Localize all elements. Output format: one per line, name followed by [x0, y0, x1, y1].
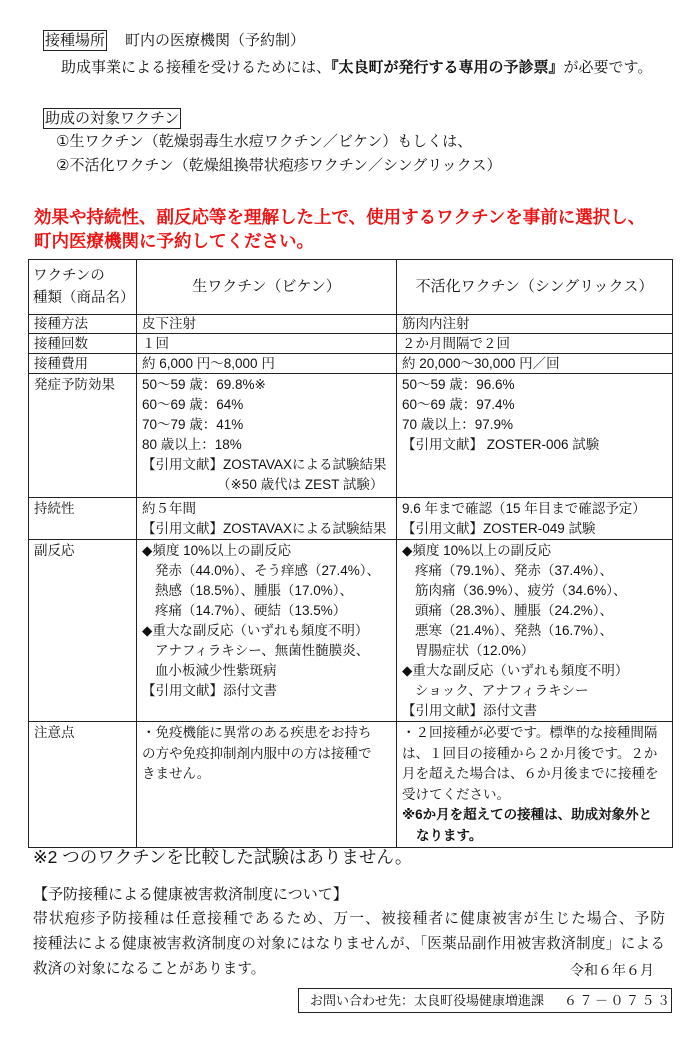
target-vaccines-label: 助成の対象ワクチン — [45, 110, 180, 127]
efficacy-inactivated-line: 50～59 歳：96.6% — [402, 377, 515, 392]
efficacy-inactivated-citation: 【引用文献】 ZOSTER-006 試験 — [402, 437, 600, 452]
cautions-inactivated-cell — [397, 722, 673, 848]
cautions-live-line: ・免疫機能に異常のある疾患をお持ち — [142, 725, 372, 740]
table-row-duration — [29, 498, 673, 540]
efficacy-inactivated-line: 70 歳以上：97.9% — [402, 417, 514, 432]
doses-inactivated-cell: ２か月間隔で２回 — [397, 334, 673, 354]
table-row-method — [29, 315, 673, 334]
table-row-efficacy — [29, 374, 673, 498]
side-effects-live-line: 血小板減少性紫斑病 — [155, 663, 277, 678]
relief-system-text-line: 接種法による健康被害救済制度の対象にはなりませんが、「医薬品副作用被害救済制度」による — [33, 936, 665, 952]
efficacy-live-line: 50～59 歳：69.8%※ — [142, 377, 266, 392]
cautions-live-line: きません。 — [142, 766, 211, 781]
side-effects-inactivated-line: ショック、アナフィラキシー — [415, 683, 589, 698]
side-effects-live-cell — [137, 540, 397, 722]
issue-date: 令和６年６月 — [570, 962, 654, 978]
header-inactivated-vaccine: 不活化ワクチン（シングリックス） — [397, 260, 673, 315]
contact-box — [298, 988, 672, 1013]
cautions-inactivated-line: 月を超えた場合は、６か月後までに接種を — [402, 766, 659, 781]
relief-system-heading: 【予防接種による健康被害救済制度について】 — [33, 886, 348, 903]
reservation-notice-line: 効果や持続性、副反応等を理解した上で、使用するワクチンを事前に選択し、 — [34, 207, 646, 227]
side-effects-live-line: 疼痛（14.7%）、硬結（13.5%） — [155, 603, 347, 618]
reservation-notice-line: 町内医療機関に予約してください。 — [34, 231, 314, 251]
efficacy-live-line: 60～69 歳：64% — [142, 397, 244, 412]
efficacy-live-line: 80 歳以上：18% — [142, 437, 242, 452]
cautions-inactivated-line: ・２回接種が必要です。標準的な接種間隔 — [402, 725, 658, 740]
vaccine-comparison-table — [28, 259, 673, 848]
row-label-doses: 接種回数 — [29, 334, 137, 354]
duration-live-cell — [137, 498, 397, 540]
side-effects-inactivated-line: 悪寒（21.4%）、発熱（16.7%）、 — [415, 623, 614, 638]
relief-system-text-line: 救済の対象になることがあります。 — [33, 961, 266, 977]
efficacy-live-note: （※50 歳代は ZEST 試験） — [217, 477, 384, 492]
efficacy-live-line: 70～79 歳：41% — [142, 417, 244, 432]
voucher-notice-emphasis: 『太良町が発行する専用の予診票』 — [331, 59, 564, 76]
row-label-cautions: 注意点 — [29, 722, 137, 848]
target-vaccine-item: ②不活化ワクチン（乾燥組換帯状疱疹ワクチン／シングリックス） — [56, 157, 502, 174]
cautions-live-cell — [137, 722, 397, 848]
vaccination-location-value: 町内の医療機関（予約制） — [125, 32, 306, 49]
contact-label: お問い合わせ先：太良町役場健康増進課 — [310, 993, 545, 1008]
side-effects-inactivated-citation: 【引用文献】添付文書 — [402, 703, 537, 718]
method-live-cell: 皮下注射 — [137, 315, 397, 334]
side-effects-inactivated-heading: ◆重大な副反応（いずれも頻度不明） — [402, 663, 629, 678]
cautions-inactivated-warning: ※6か月を超えての接種は、助成対象外と — [402, 807, 653, 822]
side-effects-live-line: アナフィラキシー、無菌性髄膜炎、 — [155, 643, 370, 658]
table-row-cautions — [29, 722, 673, 848]
row-label-side-effects: 副反応 — [29, 540, 137, 722]
method-inactivated-cell: 筋肉内注射 — [397, 315, 673, 334]
cautions-inactivated-line: は、１回目の接種から２か月後です。２か — [402, 745, 658, 761]
efficacy-inactivated-line: 60～69 歳：97.4% — [402, 397, 515, 412]
relief-system-text-line: 帯状疱疹予防接種は任意接種であるため、万一、被接種者に健康被害が生じた場合、予防 — [33, 911, 665, 927]
cautions-live-line: の方や免疫抑制剤内服中の方は接種で — [142, 745, 372, 761]
duration-live-citation: 【引用文献】ZOSTAVAXによる試験結果 — [142, 521, 387, 536]
side-effects-live-heading: ◆頻度 10%以上の副反応 — [142, 543, 292, 558]
side-effects-live-citation: 【引用文献】添付文書 — [142, 683, 277, 698]
table-row-doses — [29, 334, 673, 354]
header-vaccine-type-line: 種類（商品名） — [33, 290, 135, 306]
efficacy-inactivated-cell — [397, 374, 673, 498]
cautions-inactivated-warning: なります。 — [416, 827, 483, 843]
duration-inactivated-line: 9.6 年まで確認（15 年目まで確認予定） — [402, 501, 646, 516]
duration-live-line: 約５年間 — [142, 501, 196, 516]
side-effects-live-heading: ◆重大な副反応（いずれも頻度不明） — [142, 623, 369, 638]
header-live-vaccine: 生ワクチン（ビケン） — [137, 260, 397, 315]
efficacy-live-citation: 【引用文献】ZOSTAVAXによる試験結果 — [142, 457, 387, 472]
row-label-cost: 接種費用 — [29, 354, 137, 374]
vaccination-location-line — [43, 30, 305, 51]
side-effects-inactivated-line: 胃腸症状（12.0%） — [415, 643, 535, 658]
comparison-footnote: ※2 つのワクチンを比較した試験はありません。 — [33, 847, 413, 867]
efficacy-live-cell — [137, 374, 397, 498]
voucher-notice-prefix: 助成事業による接種を受けるためには、 — [61, 59, 332, 76]
duration-inactivated-cell — [397, 498, 673, 540]
cautions-inactivated-line: 受けてください。 — [402, 786, 510, 802]
voucher-notice-suffix: が必要です。 — [563, 59, 653, 76]
target-vaccines-heading — [43, 108, 181, 129]
voucher-notice — [61, 58, 652, 78]
doses-live-cell: １回 — [137, 334, 397, 354]
cost-live-cell: 約 6,000 円～8,000 円 — [137, 354, 397, 374]
table-row-cost — [29, 354, 673, 374]
side-effects-live-line: 熱感（18.5%）、腫脹（17.0%）、 — [155, 583, 354, 598]
side-effects-live-line: 発赤（44.0%）、そう痒感（27.4%）、 — [155, 563, 381, 578]
vaccination-location-label: 接種場所 — [45, 32, 106, 49]
header-vaccine-type — [29, 260, 137, 315]
contact-phone: ６７－０７５３ — [564, 993, 673, 1008]
table-row-side-effects — [29, 540, 673, 722]
side-effects-inactivated-line: 筋肉痛（36.9%）、疲労（34.6%）、 — [415, 583, 627, 598]
table-header-row — [29, 260, 673, 315]
duration-inactivated-citation: 【引用文献】ZOSTER-049 試験 — [402, 521, 596, 536]
side-effects-inactivated-line: 疼痛（79.1%）、発赤（37.4%）、 — [415, 563, 614, 578]
row-label-duration: 持続性 — [29, 498, 137, 540]
header-vaccine-type-line: ワクチンの — [33, 268, 105, 284]
cost-inactivated-cell: 約 20,000～30,000 円／回 — [397, 354, 673, 374]
side-effects-inactivated-line: 頭痛（28.3%）、腫脹（24.2%）、 — [415, 603, 614, 618]
target-vaccine-item: ①生ワクチン（乾燥弱毒生水痘ワクチン／ビケン）もしくは、 — [56, 133, 473, 150]
side-effects-inactivated-cell — [397, 540, 673, 722]
row-label-method: 接種方法 — [29, 315, 137, 334]
side-effects-inactivated-heading: ◆頻度 10%以上の副反応 — [402, 543, 552, 558]
row-label-efficacy: 発症予防効果 — [29, 374, 137, 498]
